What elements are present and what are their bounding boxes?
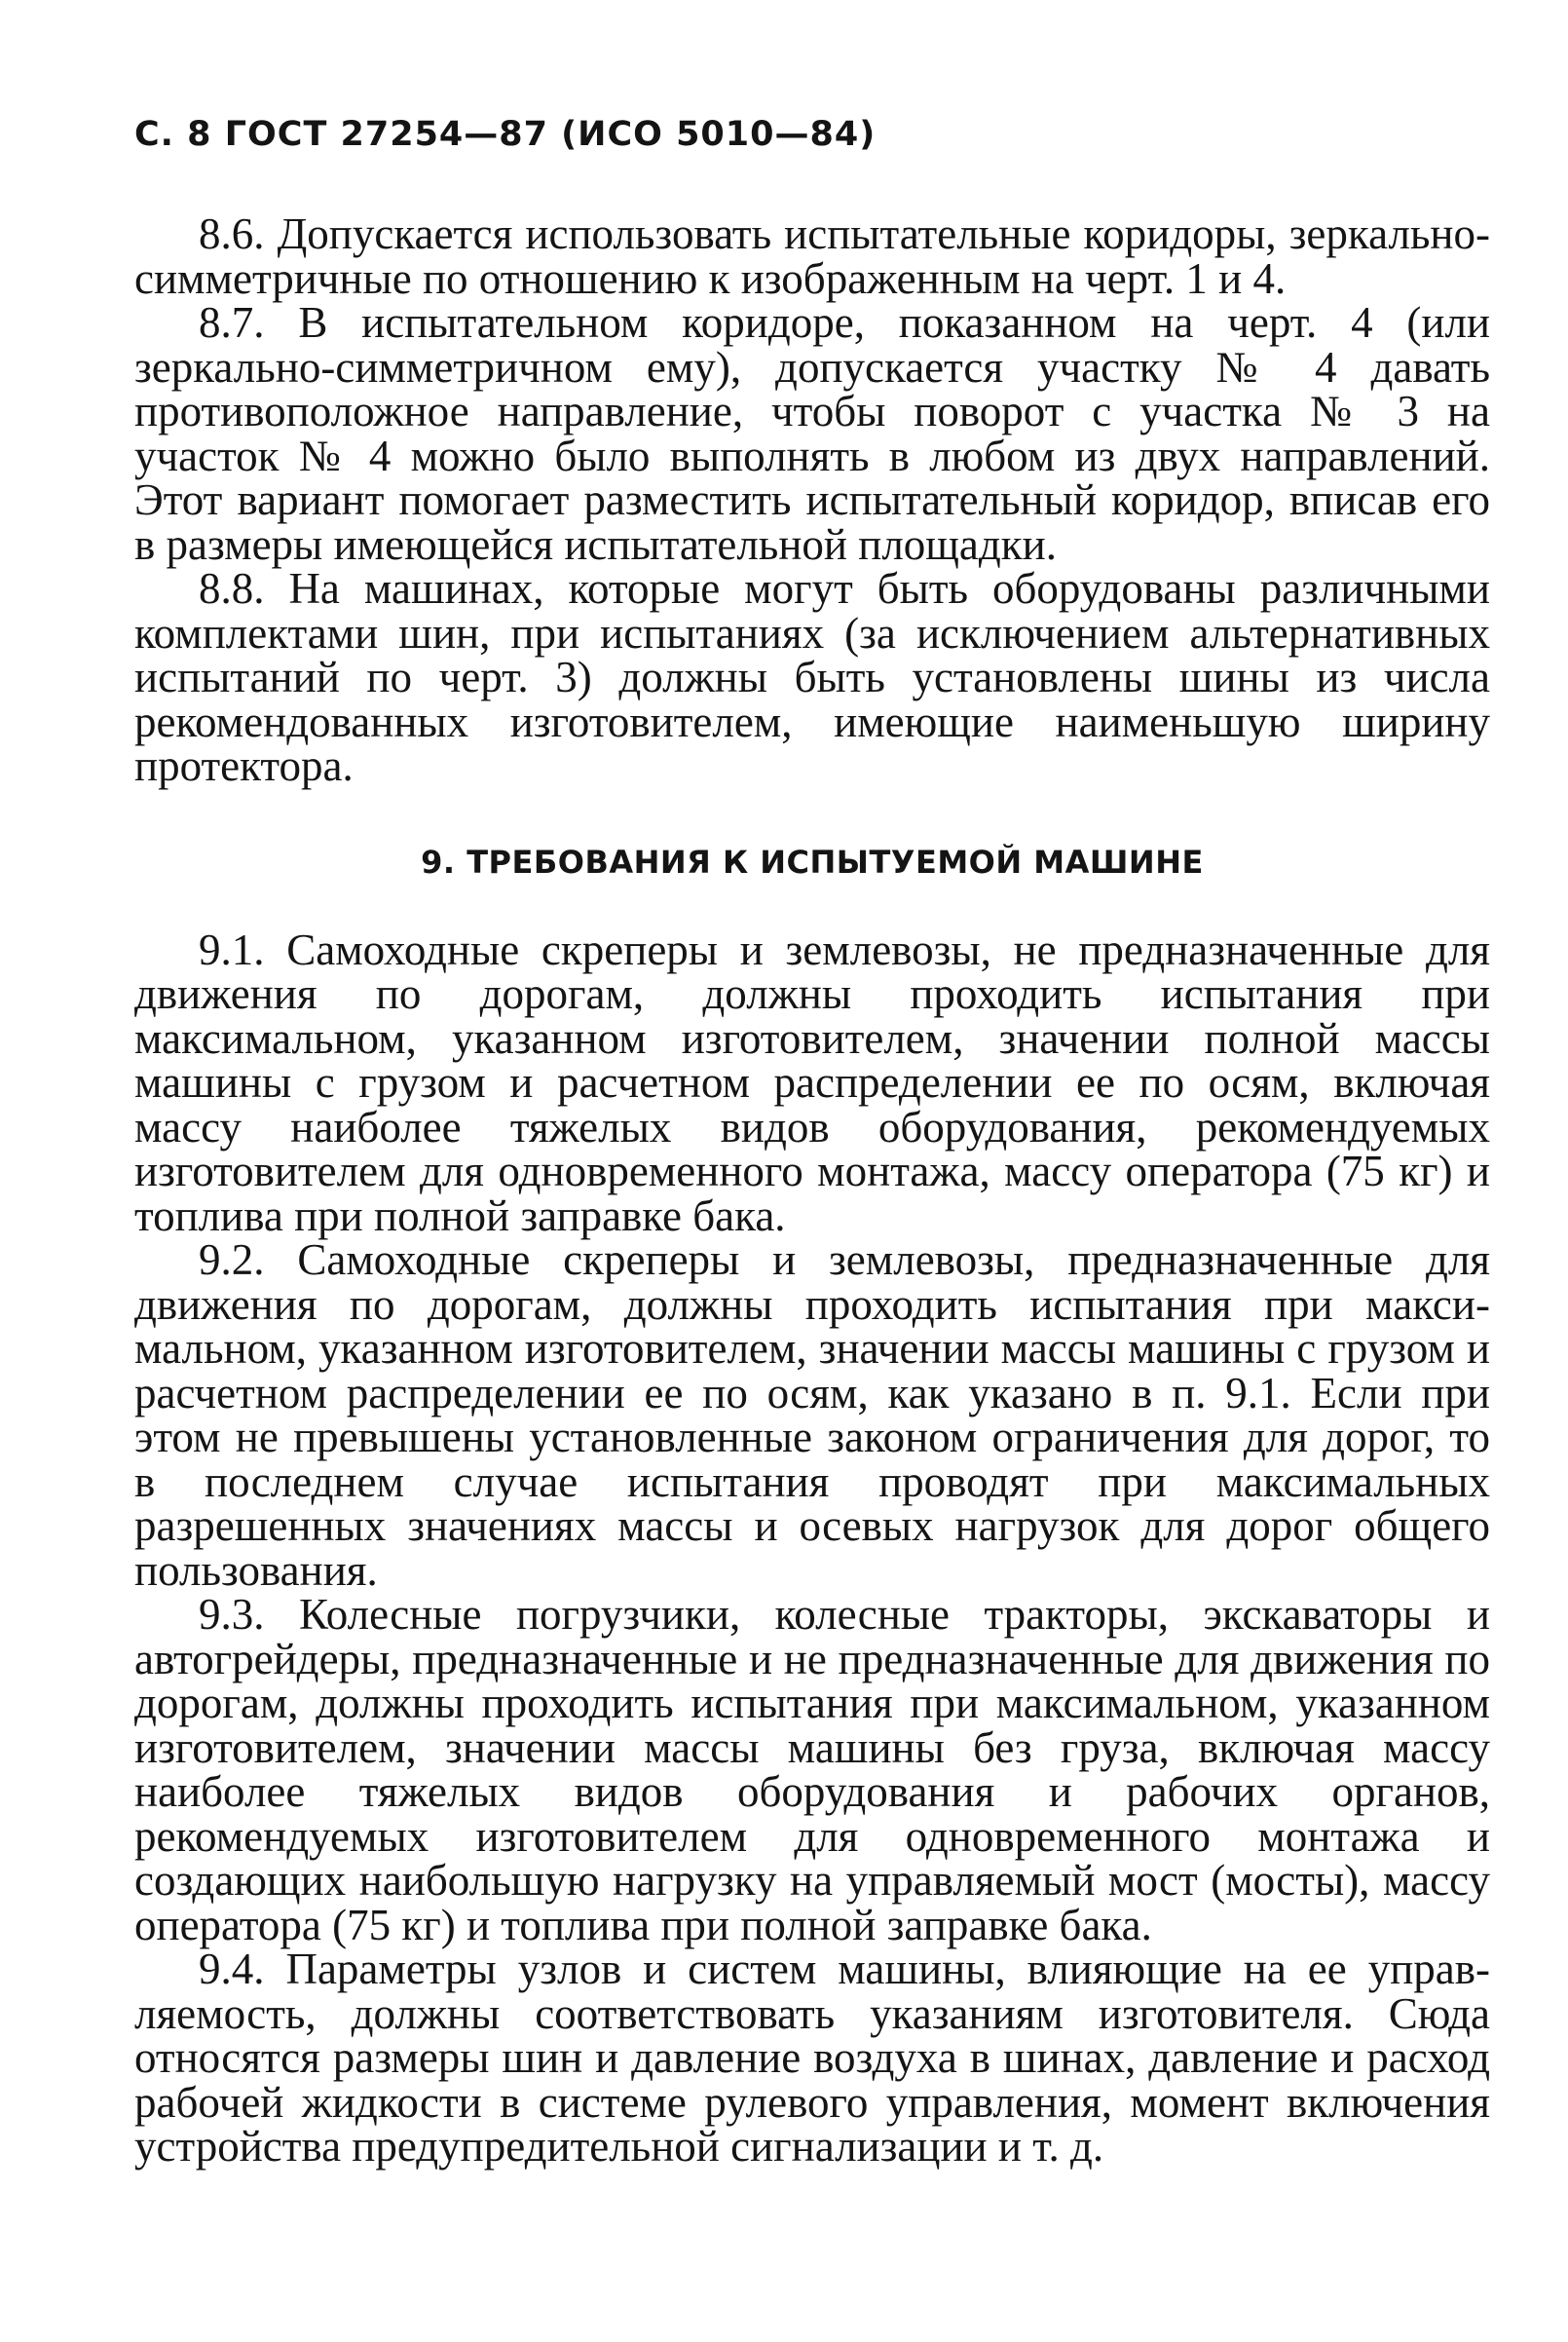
paragraph-8-7: 8.7. В испытательном коридоре, показанном на черт. 4 (или зеркально-симметричном ему), допускается участку № 4 давать противоположное направление, чтобы поворот с участка № 3 на участок № 4 можно было выполнять в любом из двух направлений. Этот вариант помогает разместить испытательный коридор, вписав его в размеры имеющейся испытательной площадки. xyxy=(134,298,1490,569)
running-header: С. 8 ГОСТ 27254—87 (ИСО 5010—84) xyxy=(134,115,877,154)
paragraph-8-8: 8.8. На машинах, которые могут быть оборудованы различными комплектами шин, при испытаниях (за исключением альтернативных испытаний по черт. 3) должны быть установлены шины из числа рекомендованных изготовителем, имеющие наименьшую ширину протектора. xyxy=(134,564,1490,790)
paragraph-8-6: 8.6. Допускается использовать испытательные коридоры, зеркально-симметричные по отношению к изображенным на черт. 1 и 4. xyxy=(134,209,1490,303)
paragraph-9-4: 9.4. Параметры узлов и систем машины, влияющие на ее управляемость, должны соответствовать указаниям изготовителя. Сюда относятся размеры шин и давление воздуха в шинах, давление и расход рабочей жидкости в системе рулевого управления, момент включения устройства предупредительной сигнализации и т. д. xyxy=(134,1945,1490,2171)
paragraph-9-2: 9.2. Самоходные скреперы и землевозы, предназначенные для движения по дорогам, должны проходить испытания при максимальном, указанном изготовителем, значении массы машины с грузом и расчетном распределении ее по осям, как указано в п. 9.1. Если при этом не превышены установленные законом ограничения для дорог, то в последнем случае испытания проводят при максимальных разрешенных значениях массы и осевых нагрузок для дорог общего пользования. xyxy=(134,1235,1490,1595)
document-page xyxy=(134,109,1490,2170)
section-9-heading: 9. ТРЕБОВАНИЯ К ИСПЫТУЕМОЙ МАШИНЕ xyxy=(421,843,1204,881)
paragraph-9-1: 9.1. Самоходные скреперы и землевозы, не предназначенные для движения по дорогам, должны проходить испытания при максимальном, указанном изготовителем, значении полной массы машины с грузом и расчетном распределении ее по осям, включая массу наиболее тяжелых видов оборудования, рекомендуемых изготовителем для одновременного монтажа, массу оператора (75 кг) и топлива при полной заправке бака. xyxy=(134,925,1490,1240)
paragraph-9-3: 9.3. Колесные погрузчики, колесные тракторы, экскаваторы и автогрейдеры, предназначенные и не предназначенные для движения по дорогам, должны проходить испытания при максимальном, указанном изготовителем, значении массы машины без груза, включая массу наиболее тяжелых видов оборудования и рабочих органов, рекомендуемых изготовителем для одновременного монтажа и создающих наибольшую нагрузку на управляемый мост (мосты), массу оператора (75 кг) и топлива при полной заправке бака. xyxy=(134,1590,1490,1949)
